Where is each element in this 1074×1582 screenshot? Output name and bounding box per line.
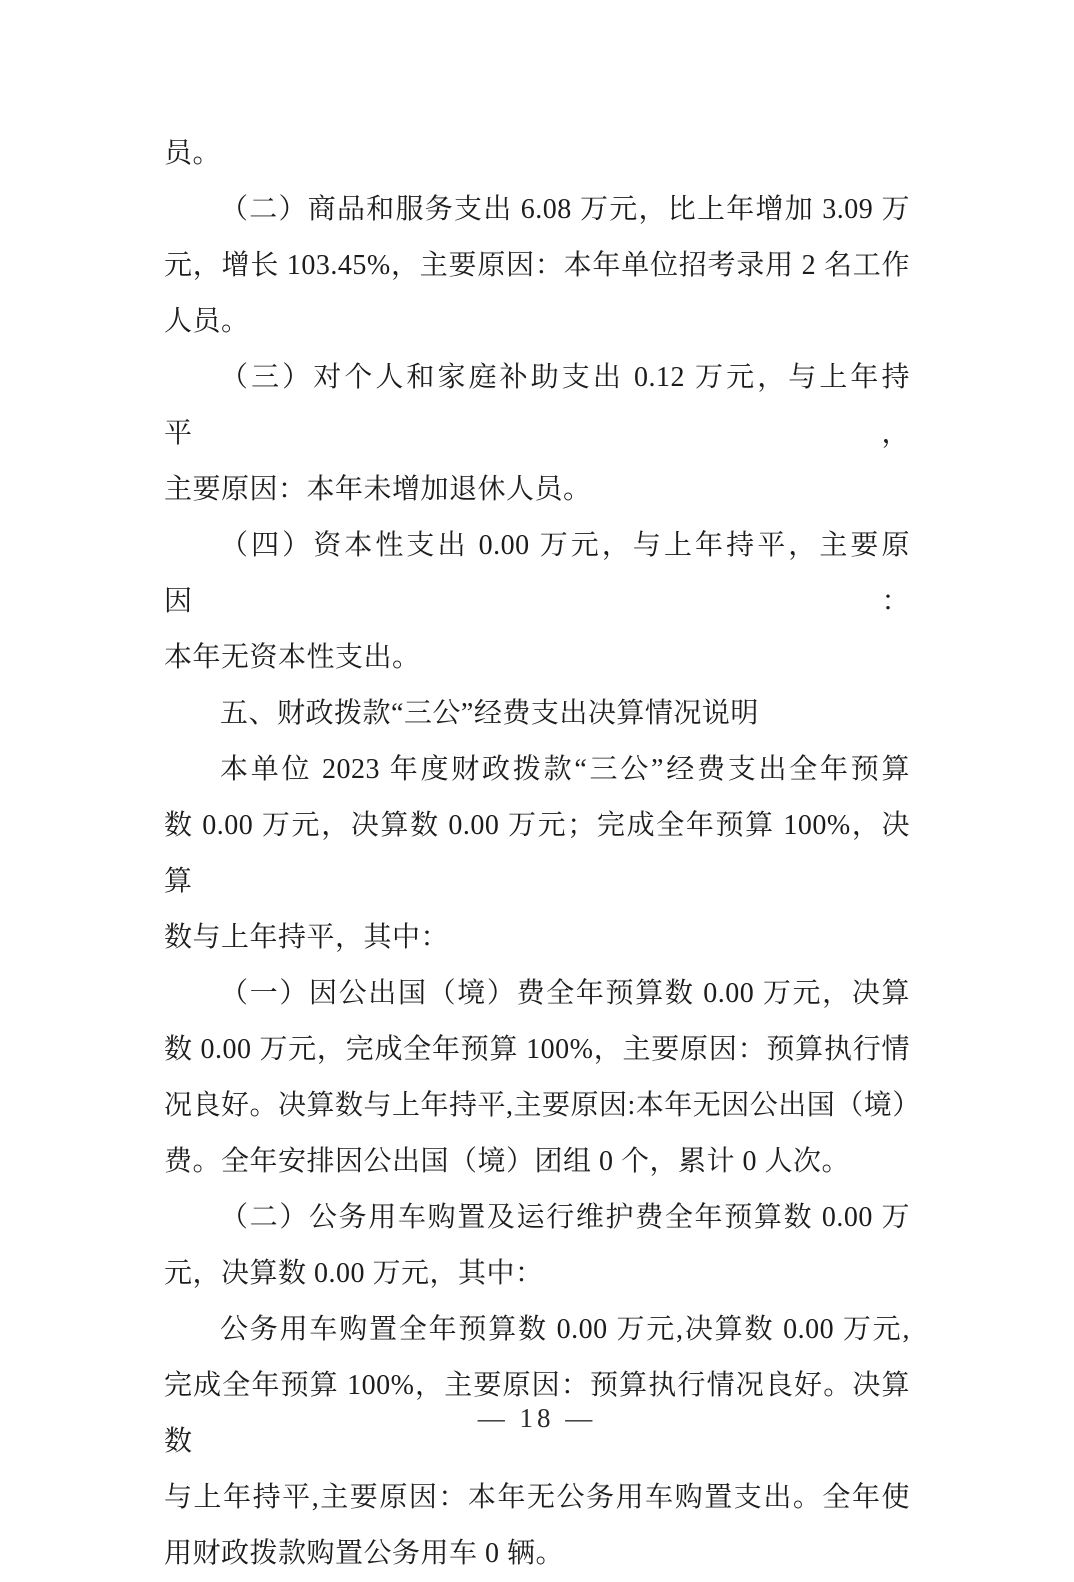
paragraph — [164, 742, 910, 966]
text-line: （二）公务用车购置及运行维护费全年预算数 0.00 万 — [220, 1202, 910, 1233]
text-line: 数与上年持平，其中： — [164, 922, 450, 953]
text-line: 人员。 — [164, 306, 250, 337]
paragraph — [164, 966, 921, 1190]
section-heading — [164, 686, 910, 742]
paragraph — [164, 182, 910, 350]
text-line: 况良好。决算数与上年持平,主要原因:本年无因公出国（境） — [164, 1090, 921, 1121]
text-line: （三）对个人和家庭补助支出 0.12 万元，与上年持平， — [164, 362, 910, 449]
text-line: 与上年持平,主要原因：本年无公务用车购置支出。全年使 — [164, 1482, 910, 1513]
text-line: 五、财政拨款“三公”经费支出决算情况说明 — [220, 698, 759, 729]
text-line: 完成全年预算 100%，主要原因：预算执行情况良好。决算数 — [164, 1370, 910, 1457]
paragraph — [164, 518, 910, 686]
text-line: 本年无资本性支出。 — [164, 642, 421, 673]
text-line: 员。 — [164, 138, 222, 169]
text-line: 元，决算数 0.00 万元，其中： — [164, 1258, 544, 1289]
text-line: 元，增长 103.45%，主要原因：本年单位招考录用 2 名工作 — [164, 250, 910, 281]
text-line: 主要原因：本年未增加退休人员。 — [164, 474, 592, 505]
paragraph — [164, 1302, 910, 1582]
text-line: 数 0.00 万元，决算数 0.00 万元；完成全年预算 100%，决算 — [164, 810, 910, 897]
text-line: （二）商品和服务支出 6.08 万元，比上年增加 3.09 万 — [220, 194, 910, 225]
paragraph — [164, 1190, 910, 1302]
document-body — [164, 126, 921, 1582]
text-line: 费。全年安排因公出国（境）团组 0 个，累计 0 人次。 — [164, 1146, 851, 1177]
paragraph — [164, 126, 910, 182]
text-line: 本单位 2023 年度财政拨款“三公”经费支出全年预算 — [220, 754, 910, 785]
text-line: 公务用车购置全年预算数 0.00 万元,决算数 0.00 万元, — [220, 1314, 910, 1345]
text-line: （一）因公出国（境）费全年预算数 0.00 万元，决算 — [220, 978, 910, 1009]
text-line: （四）资本性支出 0.00 万元，与上年持平，主要原因： — [164, 530, 910, 617]
paragraph — [164, 350, 910, 518]
text-line: 数 0.00 万元，完成全年预算 100%，主要原因：预算执行情 — [164, 1034, 910, 1065]
page-number: — 18 — — [477, 1403, 597, 1433]
text-line: 用财政拨款购置公务用车 0 辆。 — [164, 1538, 565, 1569]
